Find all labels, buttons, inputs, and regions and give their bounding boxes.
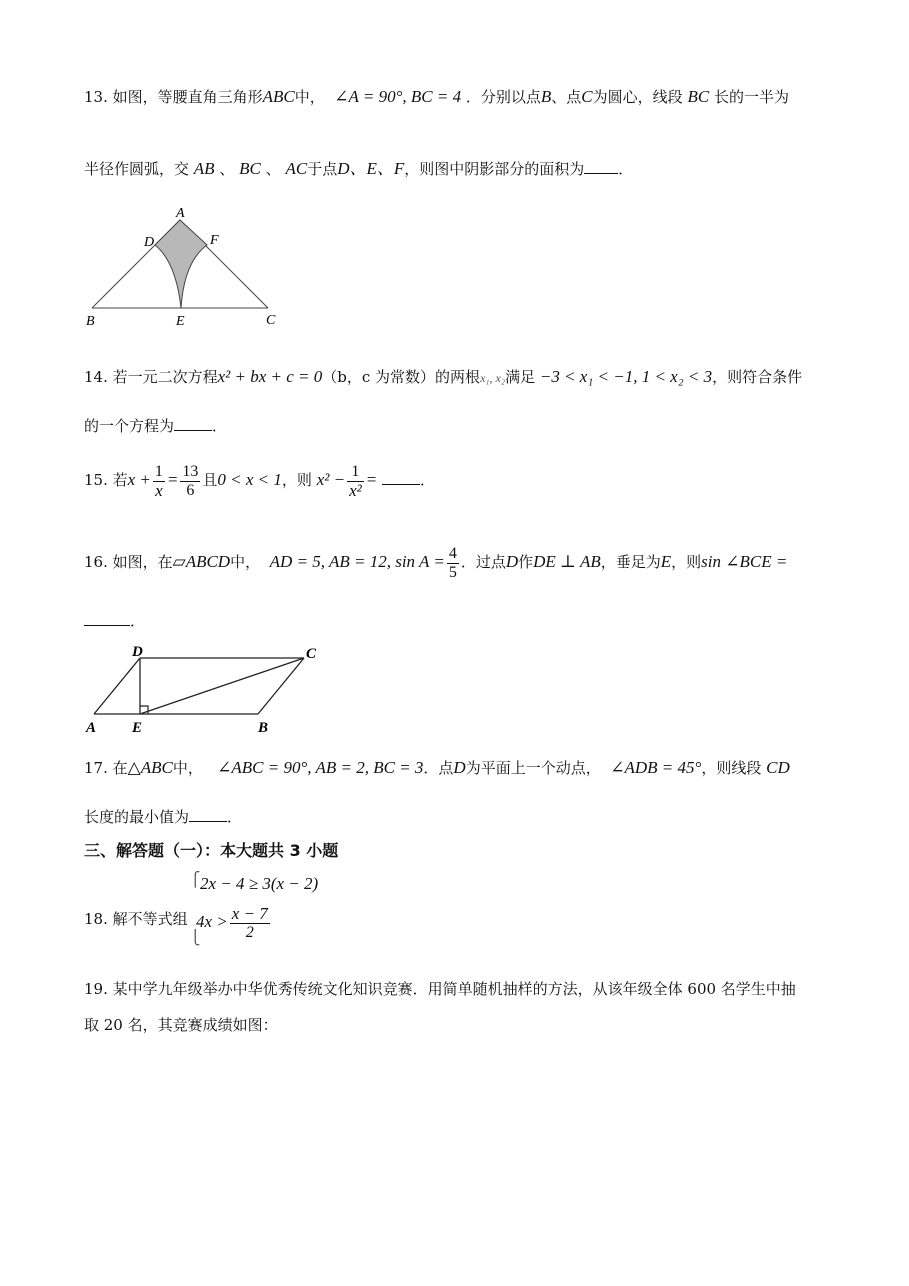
label-A: A: [86, 720, 97, 736]
q13-line2: 半径作圆弧，交 AB 、 BC 、 AC于点D、E、F，则图中阴影部分的面积为 ．: [84, 159, 634, 178]
label-E: E: [132, 720, 143, 736]
system-brace-top: ⎧: [190, 873, 201, 888]
q13-line1: 13. 如图，等腰直角三角形ABC中， ∠A = 90°, BC = 4 ．分别以点B、点C为圆心，线段 BC 长的一半为: [84, 87, 789, 106]
q15-line: 15. 若x + $\frac{1}{x}$ = $\frac{13}{6}$ 且0 < x < 1，则 x² − $\frac{1}{\text{x²}}$ = ．: [84, 462, 436, 500]
label-B: B: [86, 314, 95, 329]
shaded-region: [155, 220, 207, 308]
label-D: D: [144, 235, 155, 250]
q19-line2: 取 20 名，其竞赛成绩如图：: [84, 1016, 278, 1034]
label-A: A: [176, 206, 185, 221]
inequality-2: 4x > $\frac{x - 7}{2}$: [196, 903, 268, 941]
q14-line1: 14. 若一元二次方程x² + bx + c = 0（b，c 为常数）的两根x₁, x₂满足 −3 < x₁ < −1, 1 < x₂ < 3，则符合条件: [84, 367, 803, 386]
section-heading: 三、解答题（一）：本大题共 3 小题: [84, 841, 339, 860]
label-C: C: [266, 313, 276, 328]
q16-figure: [82, 640, 332, 736]
system-brace-bottom: ⎩: [190, 931, 201, 946]
q17-line1: 17. 在△ABC中， ∠ABC = 90°, AB = 2, BC = 3．点D为平面上一个动点， ∠ADB = 45°，则线段 CD: [84, 758, 790, 777]
q16-line1: 16. 如图，在▱ABCD中， AD = 5, AB = 12, sin A = $\frac{4}{5}$ ．过点D作DE ⊥ AB，垂足为E，则sin ∠BCE =: [84, 544, 788, 581]
q14-line2: 的一个方程为 ．: [84, 417, 228, 435]
q17-line2: 长度的最小值为 ．: [84, 808, 243, 826]
answer-blank: [584, 159, 618, 174]
q19-line1: 19. 某中学九年级举办中华优秀传统文化知识竞赛．用简单随机抽样的方法，从该年级全体 600 名学生中抽: [84, 980, 796, 998]
answer-blank: [174, 416, 212, 431]
q18-label: 18. 解不等式组: [84, 910, 188, 928]
answer-blank: [189, 807, 227, 822]
label-E: E: [176, 314, 185, 329]
label-F: F: [210, 233, 219, 248]
q16-line2: ．: [84, 610, 839, 632]
q13-figure: [80, 200, 290, 332]
label-C: C: [306, 646, 317, 662]
label-D: D: [132, 644, 143, 660]
answer-blank: [84, 611, 130, 626]
answer-blank: [382, 470, 420, 485]
inequality-1: 2x − 4 ≥ 3(x − 2): [200, 874, 319, 893]
label-B: B: [258, 720, 269, 736]
